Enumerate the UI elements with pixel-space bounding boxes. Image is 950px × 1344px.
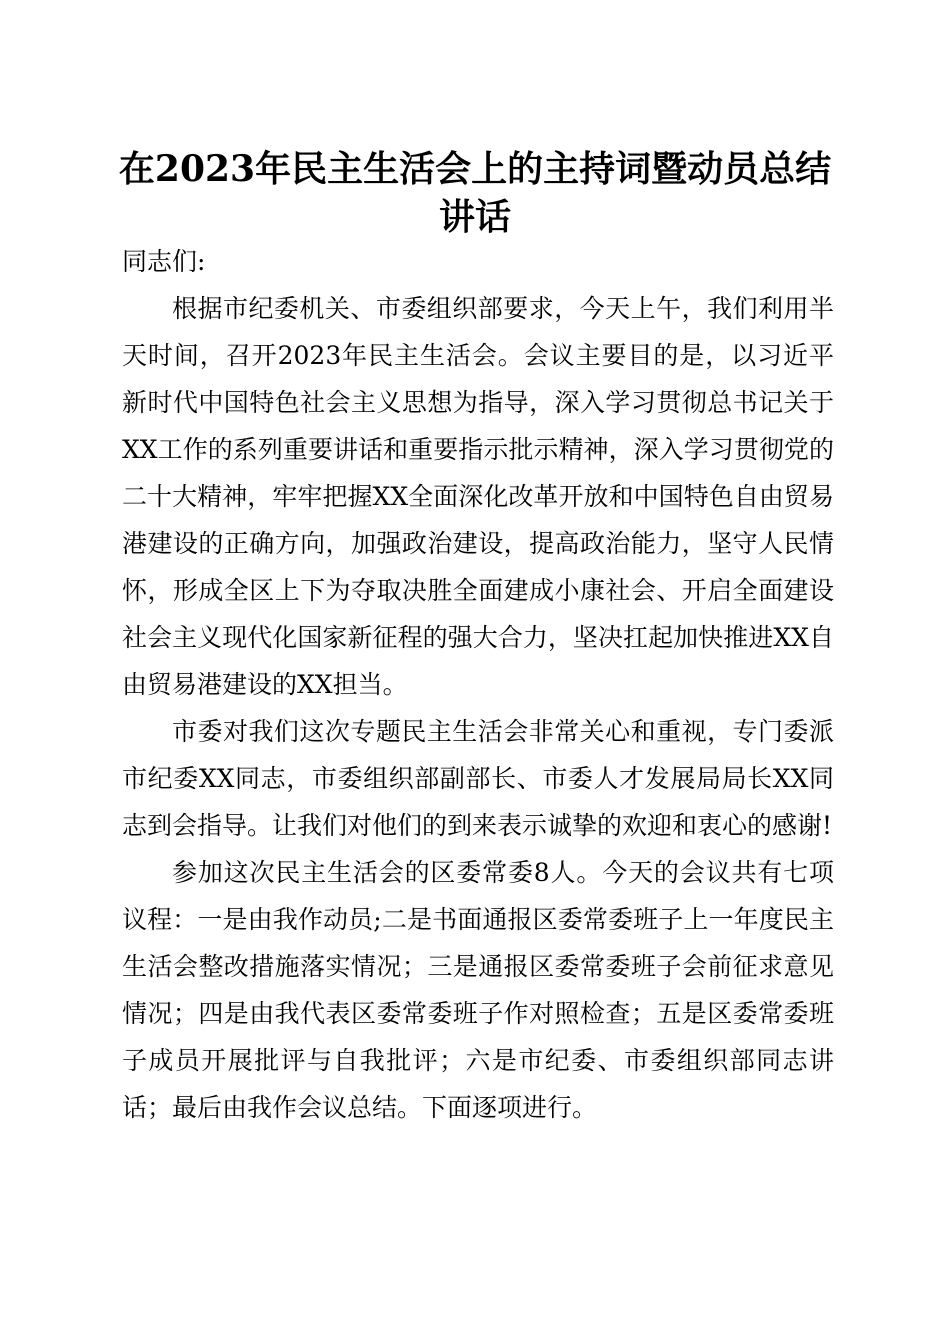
paragraph: 市委对我们这次专题民主生活会非常关心和重视，专门委派市纪委XX同志，市委组织部副部长、市委人才发展局局长XX同志到会指导。让我们对他们的到来表示诚挚的欢迎和衷心的感谢!: [122, 717, 834, 840]
salutation: 同志们:: [122, 247, 206, 276]
document-title: 在2023年民主生活会上的主持词暨动员总结讲话: [118, 148, 832, 238]
paragraph: 参加这次民主生活会的区委常委8人。今天的会议共有七项议程：一是由我作动员;二是书面通报区委常委班子上一年度民主生活会整改措施落实情况；三是通报区委常委班子会前征求意见情况；四是由我代表区委常委班子作对照检查；五是区委常委班子成员开展批评与自我批评；六是市纪委、市委组织部同志讲话；最后由我作会议总结。下面逐项进行。: [122, 858, 834, 1122]
document-body: [122, 238, 834, 1131]
paragraph: 根据市纪委机关、市委组织部要求，今天上午，我们利用半天时间，召开2023年民主生活会。会议主要目的是，以习近平新时代中国特色社会主义思想为指导，深入学习贯彻总书记关于XX工作的系列重要讲话和重要指示批示精神，深入学习贯彻党的二十大精神，牢牢把握XX全面深化改革开放和中国特色自由贸易港建设的正确方向，加强政治建设，提高政治能力，坚守人民情怀，形成全区上下为夺取决胜全面建成小康社会、开启全面建设社会主义现代化国家新征程的强大合力，坚决扛起加快推进XX自由贸易港建设的XX担当。: [122, 294, 834, 699]
